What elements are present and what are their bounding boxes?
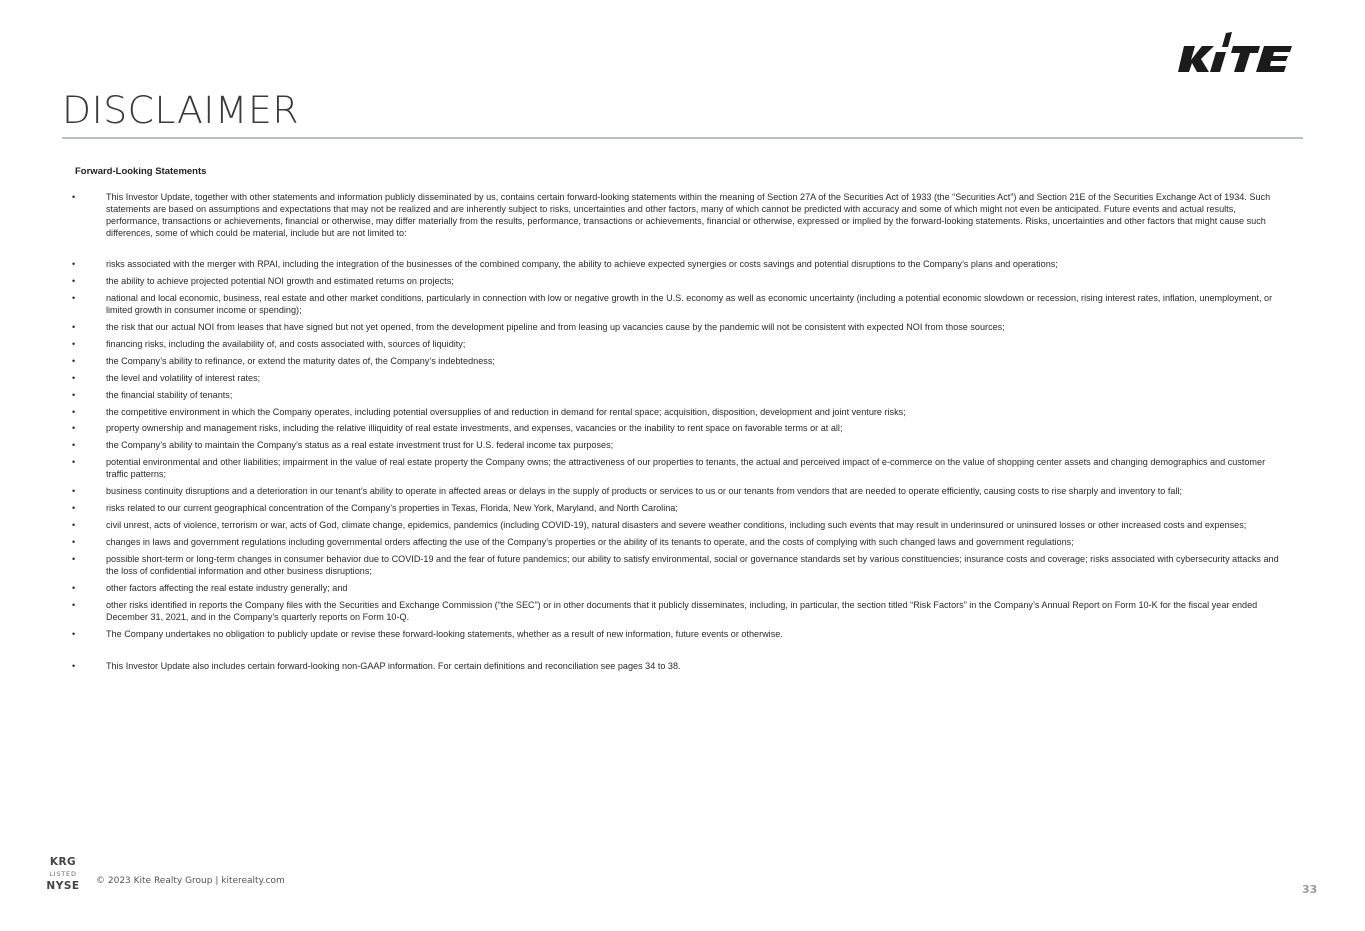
list-item: [72, 582, 1288, 594]
list-item-text: the level and volatility of interest rates;: [106, 372, 261, 383]
list-item: [72, 502, 1288, 514]
list-item-text: other risks identified in reports the Company files with the Securities and Exchange Commission (“the SEC”) or in other documents that it publicly disseminates, including, in particular, the section titled “Risk Factors” in the Company’s Annual Report on Form 10-K for the fiscal year ended December 31, 2021, and in the Company’s quarterly reports on Form 10-Q.: [106, 599, 1258, 622]
bullet-icon: •: [72, 423, 76, 434]
title-divider: [62, 137, 1303, 139]
list-item: [72, 536, 1288, 548]
list-item: [72, 258, 1288, 270]
list-item: [72, 485, 1288, 497]
bullet-icon: •: [72, 486, 76, 497]
bullet-icon: •: [72, 599, 76, 610]
list-item: [72, 422, 1288, 434]
list-item-text: other factors affecting the real estate industry generally; and: [106, 582, 348, 593]
bullet-icon: •: [72, 503, 76, 514]
badge-exchange: NYSE: [46, 880, 80, 892]
list-item: [72, 355, 1288, 367]
list-item-text: the financial stability of tenants;: [106, 389, 233, 400]
list-item: [72, 275, 1288, 287]
list-item-text: possible short-term or long-term changes in consumer behavior due to COVID-19 and the fear of future pandemics; our ability to satisfy environmental, social or governance standards set by various constituencies; insurance costs and coverage; risks associated with cybersecurity attacks and the loss of confidential information and other business disruptions;: [106, 553, 1279, 576]
list-item: [72, 321, 1288, 333]
list-item-text: This Investor Update also includes certain forward-looking non-GAAP information. For certain definitions and reconciliation see pages 34 to 38.: [106, 660, 681, 671]
bullet-icon: •: [72, 536, 76, 547]
bullet-icon: •: [72, 372, 76, 383]
disclaimer-list: [72, 191, 1288, 677]
bullet-icon: •: [72, 192, 76, 202]
bullet-icon: •: [72, 406, 76, 417]
list-item: [72, 389, 1288, 401]
badge-ticker: KRG: [49, 856, 77, 868]
list-item: [72, 599, 1288, 623]
list-item-text: risks associated with the merger with RPAI, including the integration of the businesses of the combined company, the ability to achieve expected synergies or costs savings and potential disruptions to the Company’s plans and operations;: [106, 259, 1058, 270]
bullet-icon: •: [72, 520, 76, 531]
bullet-icon: •: [72, 339, 76, 350]
bullet-icon: •: [72, 322, 76, 333]
bullet-icon: •: [72, 457, 76, 468]
list-item-text: This Investor Update, together with other statements and information publicly disseminated by us, contains certain forward-looking statements within the meaning of Section 27A of the Securities Act of 1933 (the “Securities Act”) and Section 21E of the Securities Exchange Act of 1934. Such statements are based on assumptions and expectations that may not be realized and are inherently subject to risks, uncertainties and other factors, many of which cannot be predicted with accuracy and some of which might not even be anticipated. Future events and actual results, performance, transactions or achievements, financial or otherwise, may differ materially from the results, performance, transactions or achievements, financial or otherwise, expressed or implied by the forward-looking statements. Risks, uncertainties and other factors that might cause such differences, some of which could be material, include but are not limited to:: [106, 192, 1271, 239]
list-item: [72, 439, 1288, 451]
list-item-text: The Company undertakes no obligation to publicly update or revise these forward-looking statements, whether as a result of new information, future events or otherwise.: [106, 628, 783, 639]
page-number: 33: [1302, 883, 1318, 896]
list-item-text: the Company’s ability to maintain the Company’s status as a real estate investment trust for U.S. federal income tax purposes;: [106, 440, 614, 451]
bullet-icon: •: [72, 440, 76, 451]
list-item: [72, 456, 1288, 480]
list-item-text: national and local economic, business, real estate and other market conditions, particularly in connection with low or negative growth in the U.S. economy as well as economic uncertainty (including a potential economic slowdown or recession, rising interest rates, inflation, unemployment, or limited growth in consumer income or spending);: [106, 293, 1273, 316]
bullet-icon: •: [72, 276, 76, 287]
list-item-text: property ownership and management risks, including the relative illiquidity of real estate investments, and expenses, vacancies or the inability to rent space on favorable terms or at all;: [106, 423, 843, 434]
list-item: [72, 406, 1288, 418]
list-item-text: business continuity disruptions and a deterioration in our tenant’s ability to operate in affected areas or delays in the supply of products or services to us or our tenants from vendors that are needed to operate efficiently, causing costs to rise sharply and inventory to fall;: [106, 486, 1183, 497]
list-item-text: changes in laws and government regulations including governmental orders affecting the use of the Company’s properties or the ability of its tenants to operate, and the costs of complying with such changed laws and government regulations;: [106, 536, 1074, 547]
section-heading: Forward-Looking Statements: [75, 166, 207, 177]
list-item: [72, 338, 1288, 350]
footer-copyright: © 2023 Kite Realty Group | kiterealty.com: [96, 876, 285, 886]
list-item: [72, 519, 1288, 531]
page-title: DISCLAIMER: [62, 89, 300, 132]
list-item-text: potential environmental and other liabilities; impairment in the value of real estate property the Company owns; the attractiveness of our properties to tenants, the actual and perceived impact of e-commerce on the value of shopping center assets and changing demographics and customer traffic patterns;: [106, 457, 1266, 480]
list-item-text: the Company’s ability to refinance, or extend the maturity dates of, the Company’s indebtedness;: [106, 355, 495, 366]
bullet-icon: •: [72, 259, 76, 270]
list-item: [72, 292, 1288, 316]
nyse-listing-badge: [44, 855, 82, 893]
bullet-icon: •: [72, 660, 76, 671]
bullet-icon: •: [72, 389, 76, 400]
bullet-icon: •: [72, 582, 76, 593]
list-item-text: the risk that our actual NOI from leases that have signed but not yet opened, from the development pipeline and from leasing up vacancies cause by the pandemic will not be consistent with expected NOI from those sources;: [106, 322, 1005, 333]
list-item: [72, 553, 1288, 577]
list-item-text: the competitive environment in which the Company operates, including potential oversupplies of and reduction in demand for rental space; acquisition, disposition, development and joint venture risks;: [106, 406, 906, 417]
list-item-text: risks related to our current geographical concentration of the Company’s properties in Texas, Florida, New York, Maryland, and North Carolina;: [106, 503, 678, 514]
badge-listed-label: LISTED: [49, 870, 77, 878]
list-item-text: financing risks, including the availability of, and costs associated with, sources of liquidity;: [106, 339, 466, 350]
bullet-icon: •: [72, 293, 76, 304]
bullet-icon: •: [72, 553, 76, 564]
bullet-icon: •: [72, 628, 76, 639]
bullet-icon: •: [72, 355, 76, 366]
list-item: [72, 628, 1288, 640]
list-item: [72, 372, 1288, 384]
kite-logo: [1176, 30, 1310, 74]
list-item-text: civil unrest, acts of violence, terrorism or war, acts of God, climate change, epidemics, pandemics (including COVID-19), natural disasters and severe weather conditions, including such events that may result in underinsured or uninsured losses or other increased costs and expenses;: [106, 520, 1247, 531]
list-item-text: the ability to achieve projected potential NOI growth and estimated returns on projects;: [106, 276, 454, 287]
list-item: [72, 191, 1288, 239]
list-item: [72, 660, 1288, 672]
